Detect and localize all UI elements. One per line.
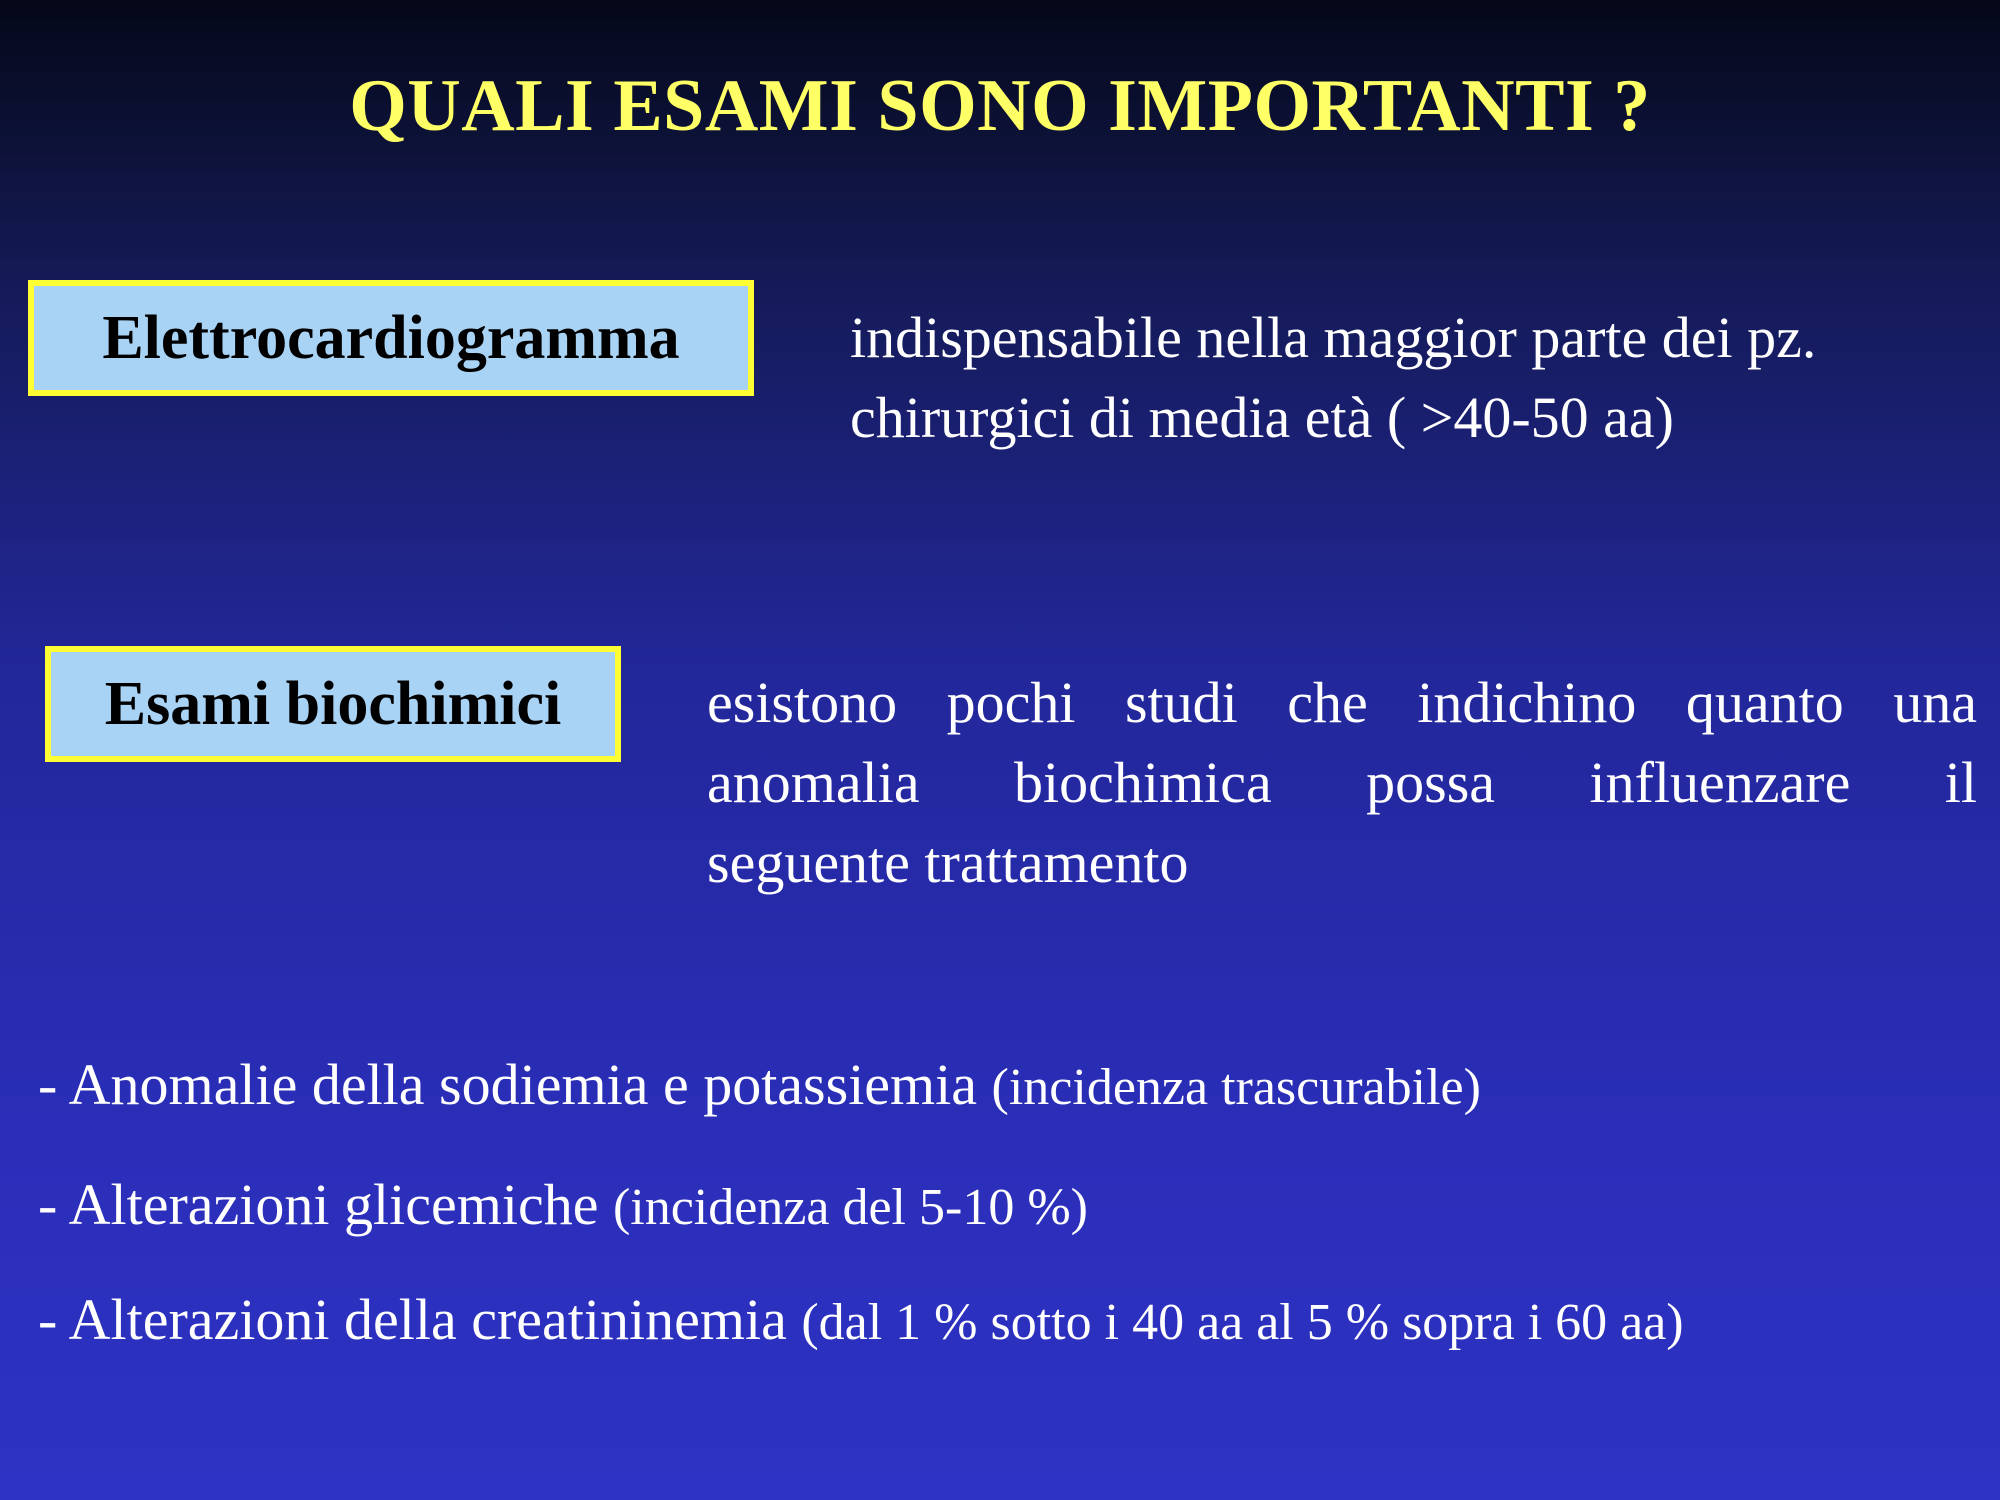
- biochem-description: [707, 663, 1977, 903]
- list-item-note: (incidenza trascurabile): [991, 1059, 1481, 1116]
- biochem-description-line: seguente trattamento: [707, 830, 1189, 895]
- list-item-note: (incidenza del 5-10 %): [612, 1179, 1088, 1236]
- ecg-label: Elettrocardiogramma: [102, 303, 680, 372]
- biochem-description-line: esistono pochi studi che indichino quanto una: [707, 670, 1977, 735]
- ecg-description-line: indispensabile nella maggior parte dei pz.: [850, 305, 1817, 370]
- biochem-label: Esami biochimici: [104, 669, 562, 738]
- list-item-note: (dal 1 % sotto i 40 aa al 5 % sopra i 60 aa): [801, 1294, 1684, 1351]
- list-item-text: - Alterazioni della creatininemia: [38, 1287, 802, 1352]
- biochem-label-box: [45, 646, 621, 762]
- list-item: [38, 1280, 1684, 1360]
- ecg-description: [850, 298, 1980, 458]
- slide-title: QUALI ESAMI SONO IMPORTANTI ?: [349, 65, 1651, 147]
- list-item-text: - Anomalie della sodiemia e potassiemia: [38, 1052, 992, 1117]
- list-item: [38, 1165, 1088, 1245]
- ecg-description-line: chirurgici di media età ( >40-50 aa): [850, 385, 1674, 450]
- biochem-description-line: anomalia biochimica possa influenzare il: [707, 750, 1977, 815]
- list-item: [38, 1045, 1481, 1125]
- list-item-text: - Alterazioni glicemiche: [38, 1172, 613, 1237]
- ecg-label-box: [28, 280, 754, 396]
